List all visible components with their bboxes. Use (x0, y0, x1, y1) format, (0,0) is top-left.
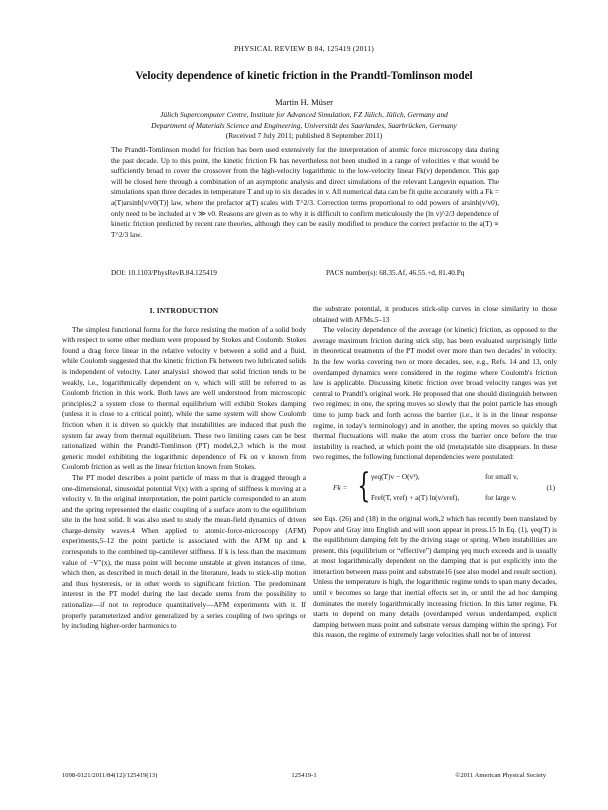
equation-condition-2: for large v. (485, 492, 517, 502)
paragraph: the substrate potential, it produces stick-slip curves in close similarity to those obtained with AFMs.5–13 (313, 304, 557, 324)
pacs-numbers: PACS number(s): 68.35.Af, 46.55.+d, 81.40.Pq (326, 268, 465, 277)
abstract-text: The Prandtl-Tomlinson model for friction has been used extensively for the interpretation of atomic force microscopy data during the past decade. Up to this point, the kinetic friction Fk has nevertheless not been studied in a range of velocities v that would be sufficiently broad to cover the crossover from the high-velocity logarithmic to the low-velocity linear Fk(v) dependence. This gap will be closed here through a combination of an asymptotic analysis and direct simulations of the relevant Langevin equation. The simulations span three decades in temperature T and up to six decades in v. All numerical data can be fit quite accurately with a Fk = a(T)arsinh[v/v0(T)] law, where the prefactor a(T) scales with T^2/3. Correction terms proportional to odd powers of arsinh(v/v0), only need to be included at v ≫ v0. Reasons are given as to why it is difficult to confirm meticulously the (ln v)^2/3 dependence of kinetic friction predicted by recent rate theories, although they can be easily modified to produce the correct prefactor to the a(T) ∝ T^2/3 law. (111, 145, 499, 239)
paragraph: see Eqs. (26) and (18) in the original work,2 which has recently been translated by Popov and Gray into English and will soon appear in press.15 In Eq. (1), γeq(T) is the equilibrium damping felt by the driving stage or spring. When instabilities are present, this (equilibrium or “effective”) damping γeq much exceeds and is usually at most logarithmically dependent on the damping that is put explicitly into the interaction between mass point and substrate16 (see also model and result section). Unless the temperature is high, the logarithmic regime tends to span many decades, until v becomes so large that inertial effects set in, or until the ad hoc damping dominates the merely logarithmically increasing friction. In this latter regime, Fk starts to depend on many details (overdamped versus underdamped, explicit damping between mass point and substrate versus damping within the spring). For this reason, the regime of extremely large velocities shall not be of interest (313, 513, 557, 640)
paragraph: The simplest functional forms for the force resisting the motion of a solid body with respect to some other medium were proposed by Stokes and Coulomb. Stokes found a drag force linear in the relative velocity v between a solid and a fluid, while Coulomb suggested that the kinetic friction Fk between two lubricated solids is independent of velocity. Later analysis1 showed that solid friction tends to be weakly, i.e., logarithmically dependent on v, which will still be referred to as Coulomb friction in this work. Both laws are well understood from microscopic principles;2 a system close to thermal equilibrium will exhibit Stokes damping (unless it is close to a critical point), while the same system will show Coulomb friction when it is driven so quickly that instabilities are induced that push the system far away from thermal equilibrium. These two limiting cases can be best rationalized within the Prandtl-Tomlinson (PT) model,2,3 which is the most generic model exhibiting the logarithmic dependence of Fk on v known from Coulomb friction as well as the linear friction known from Stokes. (62, 324, 306, 472)
author: Martin H. Müser (275, 97, 333, 107)
equation-1 (313, 465, 557, 510)
copyright: ©2011 American Physical Society (455, 772, 546, 779)
affiliation-2: Department of Materials Science and Engineering, Universität des Saarlandes, Saarbrücken, Germany (151, 121, 457, 130)
brace-icon: { (357, 465, 371, 506)
running-head: PHYSICAL REVIEW B 84, 125419 (2011) (233, 44, 375, 53)
received-date: (Received 7 July 2011; published 8 September 2011) (225, 131, 383, 140)
doi-link[interactable]: DOI: 10.1103/PhysRevB.84.125419 (111, 268, 217, 277)
paragraph: The PT model describes a point particle of mass m that is dragged through a one-dimensional, sinusoidal potential V(x) with a spring of stiffness k moving at a velocity v. In the original interpretation, the point particle corresponded to an atom and the spring represented the elastic coupling of a surface atom to the equilibrium site in the host solid. It was also used to study the mean-field dynamics of driven charge-density waves.4 When applied to atomic-force-microscopy (AFM) experiments,5–12 the point particle is associated with the AFM tip and k corresponds to the combined tip-cantilever stiffness. If k is less than the maximum value of −V″(x), the mass point will become unstable at given instances of time, which then, as described in much detail in the literature, leads to stick-slip motion and thus hysteresis, or in other words to significant friction. The predominant interest in the PT model during the last decade stems from the possibility to rationalize—if not to reproduce quantitatively—AFM experiments with it. If properly parameterized and/or generalized by a series coupling of two springs or by including higher-order harmonics to (62, 472, 306, 631)
paper-title: Velocity dependence of kinetic friction in the Prandtl-Tomlinson model (135, 70, 473, 82)
left-column (62, 304, 306, 632)
section-heading: I. INTRODUCTION (149, 306, 219, 315)
page-number: 125419-1 (291, 772, 317, 779)
affiliation-1: Jülich Supercomputer Centre, Institute for Advanced Simulation, FZ Jülich, Jülich, Germany and (160, 110, 448, 119)
footer-issn: 1098-0121/2011/84(12)/125419(13) (62, 772, 158, 779)
paragraph: The velocity dependence of the average (or kinetic) friction, as opposed to the average maximum friction during stick slip, has been evaluated surprisingly little in theoretical treatments of the PT model over more than two decades' in velocity. In the few works covering two or more decades, see, e.g., Refs. 14 and 13, only overdamped dynamics were considered in the regime where Coulomb's friction law is applicable. Discussing kinetic friction over broad velocity ranges was yet central to Prandtl's original work. He proposed that one should distinguish between two regimes; in one, the spring moves so slowly that the point particle has enough time to jump back and forth across the barrier (i.e., it is in the linear response regime, in today's terminology) and in another, the spring moves so quickly that thermal fluctuations will make the atom cross the barrier once before the true instability is reached, at which point the old (meta)stable site disappears. In these two regimes, the following functional dependencies were postulated: (313, 325, 557, 462)
equation-case-2: Fref(T, vref) + a(T) ln(v/vref), (371, 492, 460, 502)
abstract (111, 145, 499, 240)
equation-number: (1) (546, 482, 555, 492)
equation-condition-1: for small v, (485, 471, 518, 481)
equation-case-1: γeq(T)v − O(v³), (371, 471, 420, 481)
equation-lhs: Fk = (333, 482, 348, 492)
right-column (313, 304, 557, 641)
